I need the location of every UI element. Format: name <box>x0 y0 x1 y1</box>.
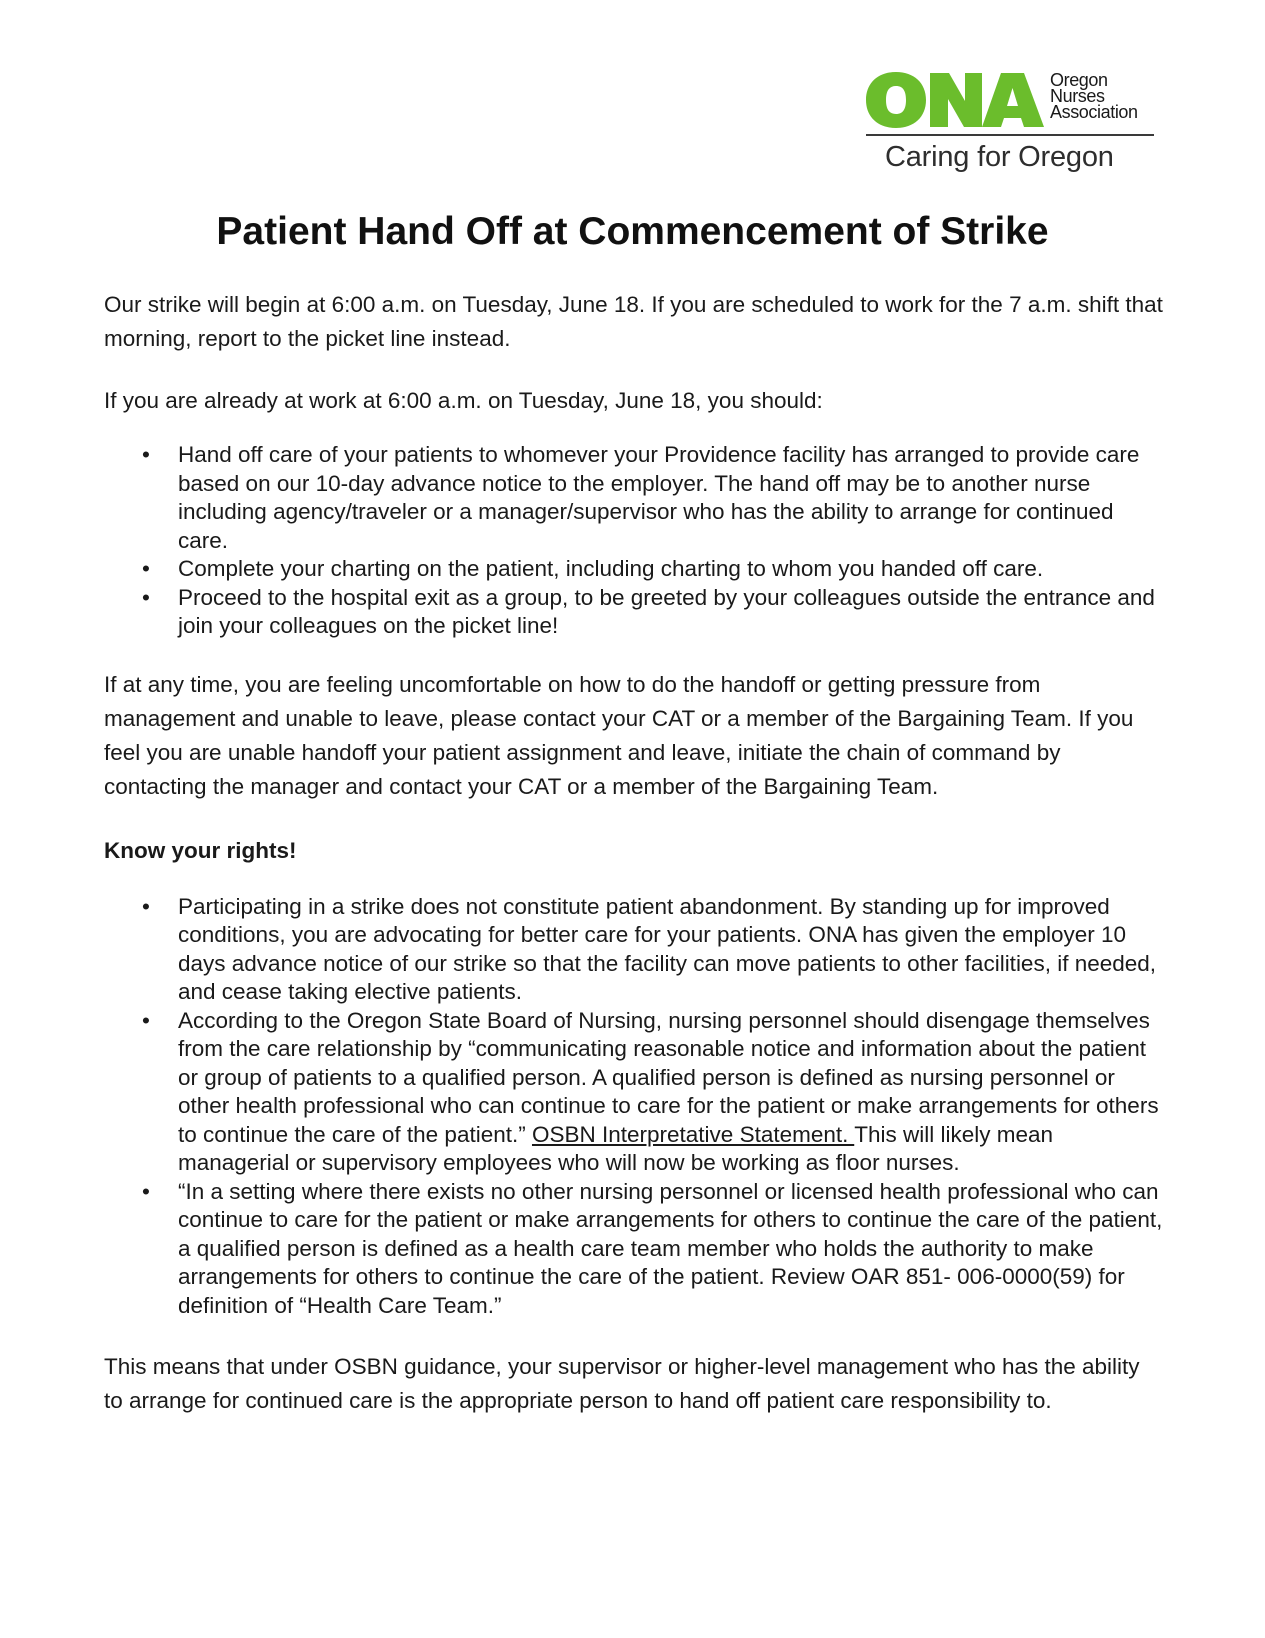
concern-paragraph: If at any time, you are feeling uncomfortable on how to do the handoff or getting pressure from management and unable to leave, please contact your CAT or a member of the Bargaining Team. If you feel you are unable handoff your patient assignment and leave, initiate the chain of command by contacting the manager and contact your CAT or a member of the Bargaining Team. <box>104 671 1134 799</box>
page-title: Patient Hand Off at Commencement of Strike <box>216 210 1049 253</box>
list-item: • “In a setting where there exists no other nursing personnel or licensed health professional who can continue to care for the patient or make arrangements for others to continue the care of the patient, a qualified person is defined as a health care team member who holds the authority to make arrangements for others to continue the care of the patient. Review OAR 851- 006-0000(59) for definition of “Health Care Team.” <box>178 1178 1164 1321</box>
list-item: • Complete your charting on the patient, including charting to whom you handed off care. <box>178 555 1164 584</box>
logo-name-nurses: Nurses <box>1050 86 1105 106</box>
logo-divider <box>866 134 1154 136</box>
list-item: • Participating in a strike does not constitute patient abandonment. By standing up for improved conditions, you are advocating for better care for your patients. ONA has given the employer 10 days advance notice of our strike so that the facility can move patients to other facilities, if needed, and cease taking elective patients. <box>178 893 1164 1007</box>
list-item <box>178 1007 1164 1178</box>
steps-list <box>104 441 1164 641</box>
intro-paragraph: Our strike will begin at 6:00 a.m. on Tuesday, June 18. If you are scheduled to work for the 7 a.m. shift that morning, report to the picket line instead. <box>104 292 1163 351</box>
rights-item2-text-end: This will likely mean managerial or supervisory employees who will now be working as floor nurses. <box>178 1121 1054 1175</box>
ona-wordmark <box>1050 72 1138 120</box>
logo-letter-a <box>982 73 1044 127</box>
logo-tagline: Caring for Oregon <box>885 141 1114 173</box>
osbn-statement-link[interactable]: OSBN Interpretative Statement. <box>531 1121 855 1147</box>
logo-name-oregon: Oregon <box>1050 70 1108 90</box>
ona-logo-mark <box>866 72 1044 128</box>
rights-list <box>104 893 1164 1321</box>
list-item: • Hand off care of your patients to whomever your Providence facility has arranged to provide care based on our 10-day advance notice to the employer. The hand off may be to another nurse including agency/traveler or a manager/supervisor who has the ability to arrange for continued care. <box>178 441 1164 555</box>
logo-name-association: Association <box>1050 102 1138 122</box>
ona-logo <box>866 72 1154 176</box>
logo-letter-n <box>930 73 982 127</box>
rights-heading: Know your rights! <box>104 837 297 863</box>
rights-item2-text: According to the Oregon State Board of Nursing, nursing personnel should disengage themselves from the care relationship by “communicating reasonable notice and information about the patient or group of patients to a qualified person. A qualified person is defined as nursing personnel or other health professional who can continue to care for the patient or make arrangements for others to continue the care of the patient.” <box>178 1007 1159 1147</box>
document-body <box>104 288 1164 1418</box>
lead-paragraph: If you are already at work at 6:00 a.m. on Tuesday, June 18, you should: <box>104 388 823 413</box>
closing-paragraph: This means that under OSBN guidance, your supervisor or higher-level management who has the ability to arrange for continued care is the appropriate person to hand off patient care responsibility to. <box>104 1354 1140 1413</box>
list-item: • Proceed to the hospital exit as a group, to be greeted by your colleagues outside the entrance and join your colleagues on the picket line! <box>178 584 1164 641</box>
logo-letter-o <box>866 72 926 128</box>
